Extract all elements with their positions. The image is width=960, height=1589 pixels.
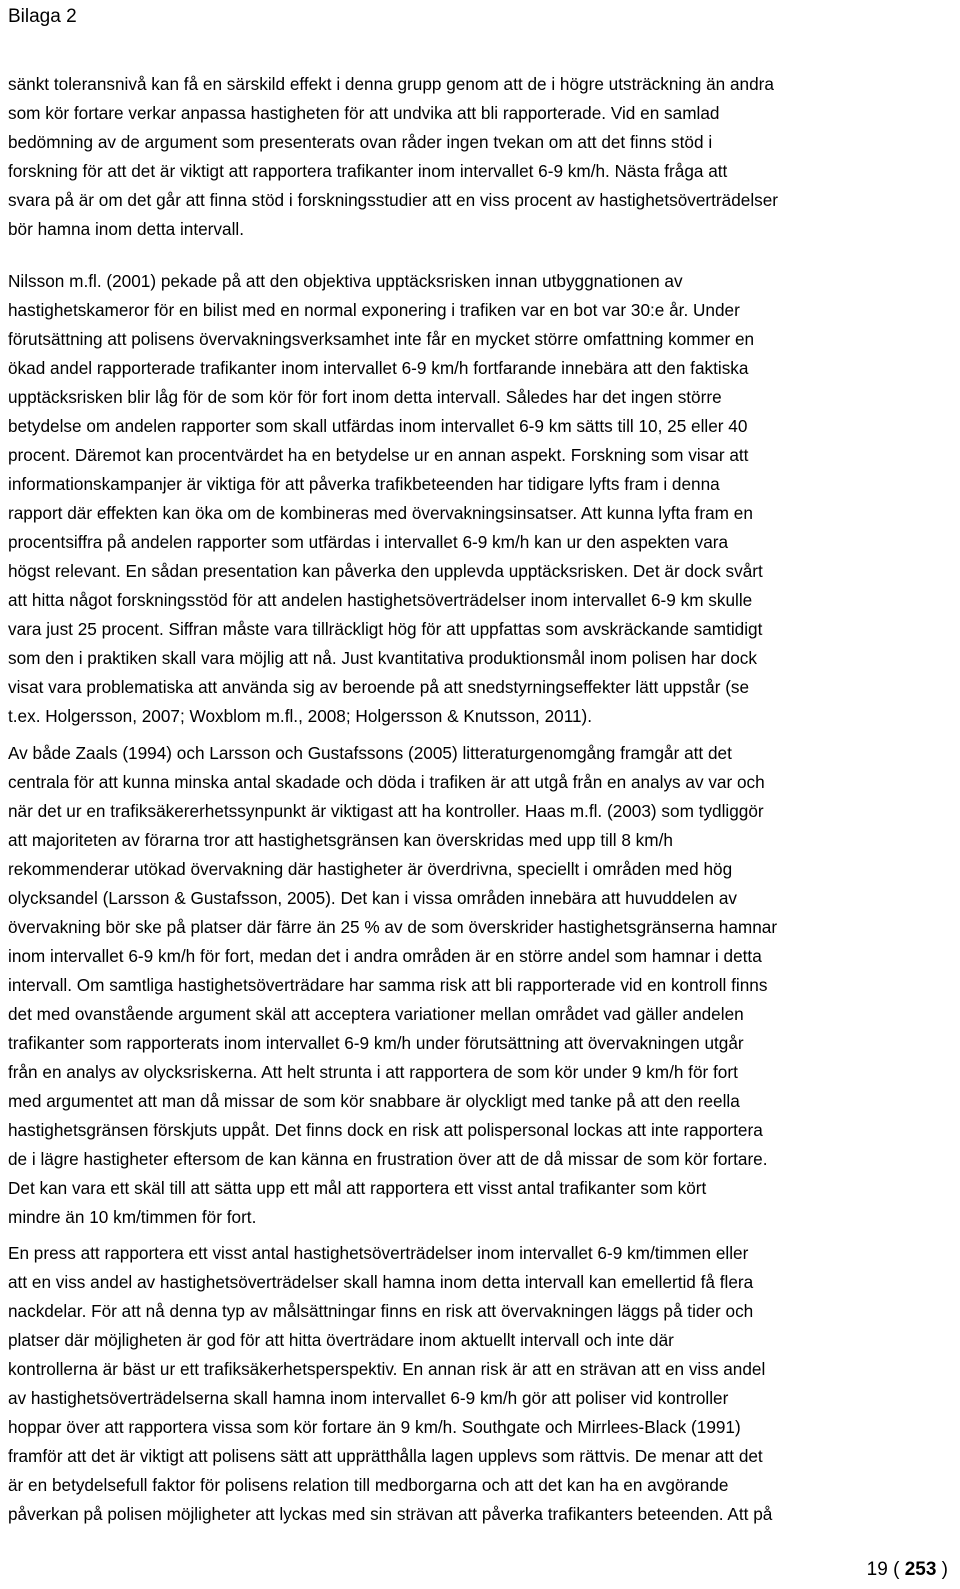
text-line: olycksandel (Larsson & Gustafsson, 2005). Det kan i vissa områden innebära att huvuddelen av — [8, 888, 737, 908]
text-line: Nilsson m.fl. (2001) pekade på att den objektiva upptäcksrisken innan utbyggnationen av — [8, 271, 683, 291]
text-line: procent. Däremot kan procentvärdet ha en betydelse ur en annan aspekt. Forskning som visar att — [8, 445, 749, 465]
page-total-open: ( — [893, 1559, 900, 1580]
page-total-close: ) — [941, 1559, 948, 1580]
paragraph-2 — [8, 267, 952, 731]
text-line: att hitta något forskningsstöd för att andelen hastighetsöverträdelser inom intervallet 6-9 km skulle — [8, 590, 753, 610]
text-line: bedömning av de argument som presenterats ovan råder ingen tvekan om att det finns stöd i — [8, 132, 713, 152]
text-line: rapport där effekten kan öka om de kombineras med övervakningsinsatser. Att kunna lyfta fram en — [8, 503, 753, 523]
text-line: centrala för att kunna minska antal skadade och döda i trafiken är att utgå från en analys av var och — [8, 772, 765, 792]
text-line: ökad andel rapporterade trafikanter inom intervallet 6-9 km/h fortfarande innebära att den faktiska — [8, 358, 749, 378]
page-total: 253 — [904, 1559, 937, 1580]
text-line: sänkt toleransnivå kan få en särskild effekt i denna grupp genom att de i högre utsträckning än andra — [8, 74, 774, 94]
text-line: framför att det är viktigt att polisens sätt att upprätthålla lagen upplevs som rättvis. De menar att det — [8, 1446, 763, 1466]
text-line: mindre än 10 km/timmen för fort. — [8, 1207, 257, 1227]
text-line: som den i praktiken skall vara möjlig att nå. Just kvantitativa produktionsmål inom polisen har dock — [8, 648, 757, 668]
page-number: 19 — [866, 1559, 888, 1580]
text-line: de i lägre hastigheter eftersom de kan känna en frustration över att de då missar de som kör fortare. — [8, 1149, 768, 1169]
text-line: hoppar över att rapportera vissa som kör fortare än 9 km/h. Southgate och Mirrlees-Black (1991) — [8, 1417, 741, 1437]
text-line: med argumentet att man då missar de som kör snabbare är olyckligt med tanke på att den reella — [8, 1091, 740, 1111]
text-line: förutsättning att polisens övervakningsverksamhet inte får en mycket större omfattning kommer en — [8, 329, 755, 349]
text-line: det med ovanstående argument skäl att acceptera variationer mellan området vad gäller andelen — [8, 1004, 744, 1024]
text-line: Det kan vara ett skäl till att sätta upp ett mål att rapportera ett visst antal trafikanter som kört — [8, 1178, 707, 1198]
text-line: är en betydelsefull faktor för polisens relation till medborgarna och att det kan ha en avgörande — [8, 1475, 729, 1495]
text-line: rekommenderar utökad övervakning där hastigheter är överdrivna, speciellt i områden med hög — [8, 859, 733, 879]
text-line: En press att rapportera ett visst antal hastighetsöverträdelser inom intervallet 6-9 km/timmen eller — [8, 1243, 749, 1263]
text-line: inom intervallet 6-9 km/h för fort, medan det i andra områden är en större andel som hamnar i detta — [8, 946, 762, 966]
text-line: kontrollerna är bäst ur ett trafiksäkerhetsperspektiv. En annan risk är att en strävan att en viss andel — [8, 1359, 766, 1379]
text-line: upptäcksrisken blir låg för de som kör för fort inom detta intervall. Således har det ingen större — [8, 387, 722, 407]
page-header: Bilaga 2 — [8, 6, 77, 27]
paragraph-3 — [8, 739, 952, 1232]
text-line: intervall. Om samtliga hastighetsöverträdare har samma risk att bli rapporterade vid en kontroll finns — [8, 975, 768, 995]
text-line: högst relevant. En sådan presentation kan påverka den upplevda upptäcksrisken. Det är dock svårt — [8, 561, 763, 581]
text-line: bör hamna inom detta intervall. — [8, 219, 244, 239]
text-line: betydelse om andelen rapporter som skall utfärdas inom intervallet 6-9 km sätts till 10, 25 eller 40 — [8, 416, 748, 436]
text-line: trafikanter som rapporterats inom intervallet 6-9 km/h under förutsättning att övervakningen utgår — [8, 1033, 744, 1053]
text-line: påverkan på polisen möjligheter att lyckas med sin strävan att påverka trafikanters beteenden. Att på — [8, 1504, 773, 1524]
text-line: informationskampanjer är viktiga för att påverka trafikbeteenden har tidigare lyfts fram i denna — [8, 474, 720, 494]
text-line: övervakning bör ske på platser där färre än 25 % av de som överskrider hastighetsgränserna hamnar — [8, 917, 778, 937]
text-line: att en viss andel av hastighetsöverträdelser skall hamna inom detta intervall kan emellertid få flera — [8, 1272, 754, 1292]
text-line: forskning för att det är viktigt att rapportera trafikanter inom intervallet 6-9 km/h. Nästa fråga att — [8, 161, 728, 181]
page-number-footer — [867, 1557, 948, 1583]
text-line: vara just 25 procent. Siffran måste vara tillräckligt hög för att uppfattas som avskräckande samtidigt — [8, 619, 763, 639]
text-line: t.ex. Holgersson, 2007; Woxblom m.fl., 2008; Holgersson & Knutsson, 2011). — [8, 706, 593, 726]
text-line: att majoriteten av förarna tror att hastighetsgränsen kan överskridas med upp till 8 km/h — [8, 830, 673, 850]
text-line: nackdelar. För att nå denna typ av målsättningar finns en risk att övervakningen läggs på tider och — [8, 1301, 754, 1321]
text-line: som kör fortare verkar anpassa hastigheten för att undvika att bli rapporterade. Vid en samlad — [8, 103, 720, 123]
text-line: svara på är om det går att finna stöd i forskningsstudier att en viss procent av hastighetsöverträdelser — [8, 190, 779, 210]
text-line: när det ur en trafiksäkererhetssynpunkt är viktigast att ha kontroller. Haas m.fl. (2003) som tydliggör — [8, 801, 764, 821]
text-line: hastighetskameror för en bilist med en normal exponering i trafiken var en bot var 30:e år. Under — [8, 300, 740, 320]
text-line: hastighetsgränsen förskjuts uppåt. Det finns dock en risk att polispersonal lockas att inte rapportera — [8, 1120, 763, 1140]
text-line: från en analys av olycksriskerna. Att helt strunta i att rapportera de som kör under 9 km/h för fort — [8, 1062, 738, 1082]
paragraph-1 — [8, 70, 952, 244]
text-line: Av både Zaals (1994) och Larsson och Gustafssons (2005) litteraturgenomgång framgår att det — [8, 743, 732, 763]
paragraph-4 — [8, 1239, 952, 1529]
text-line: procentsiffra på andelen rapporter som utfärdas i intervallet 6-9 km/h kan ur den aspekten vara — [8, 532, 729, 552]
text-line: visat vara problematiska att använda sig av beroende på att snedstyrningseffekter lätt uppstår (se — [8, 677, 750, 697]
text-line: av hastighetsöverträdelserna skall hamna inom intervallet 6-9 km/h gör att poliser vid kontroller — [8, 1388, 729, 1408]
text-line: platser där möjligheten är god för att hitta överträdare inom aktuellt intervall och inte där — [8, 1330, 674, 1350]
